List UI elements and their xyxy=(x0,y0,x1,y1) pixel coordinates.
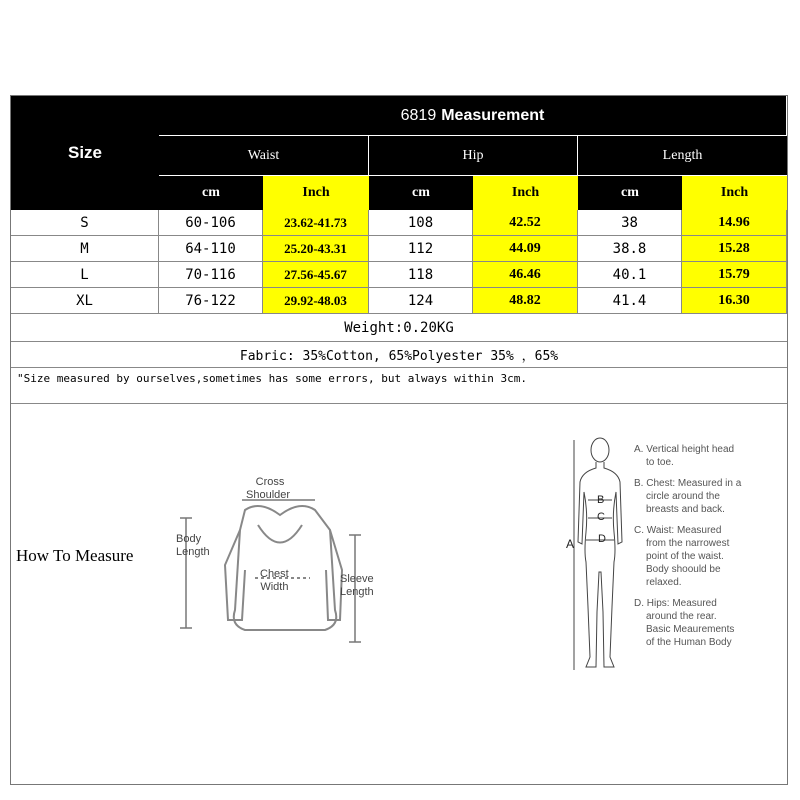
hip-cm-cell xyxy=(369,262,473,288)
hip-inch-value: 44.09 xyxy=(509,240,541,256)
length-cm-cell xyxy=(578,288,682,314)
hip-inch-cell xyxy=(473,288,578,314)
note-line: breasts and back. xyxy=(646,504,725,515)
body-label-d xyxy=(598,533,606,546)
hip-cm-cell xyxy=(369,288,473,314)
note-line: around the rear. xyxy=(646,611,717,622)
length-inch-cell xyxy=(682,288,787,314)
waist-inch-cell xyxy=(263,262,369,288)
size-value: S xyxy=(80,214,89,231)
waist-inch-value: 23.62-41.73 xyxy=(284,214,347,230)
note-line: to toe. xyxy=(646,457,674,468)
size-cell xyxy=(11,288,159,314)
weight-row xyxy=(11,314,787,342)
hip-cm-value: 108 xyxy=(407,214,434,231)
hip-cm-value: 118 xyxy=(407,266,434,283)
length-cm-cell xyxy=(578,210,682,236)
how-to-measure-label xyxy=(16,546,133,566)
unit-label: Inch xyxy=(302,185,330,200)
note-line: from the narrowest xyxy=(646,538,730,549)
marker-c: C xyxy=(597,511,605,523)
measurement-title: Measurement xyxy=(441,106,545,124)
note-line: circle around the xyxy=(646,491,720,502)
unit-length-inch xyxy=(682,176,787,210)
label-line: Cross xyxy=(255,476,285,488)
unit-label: Inch xyxy=(511,185,540,200)
label-line: Length xyxy=(340,586,374,598)
model-number: 6819 xyxy=(400,106,437,124)
chest-width-label xyxy=(260,568,289,594)
length-inch-cell xyxy=(682,236,787,262)
length-inch-cell xyxy=(682,262,787,288)
marker-d: D xyxy=(598,533,606,545)
note-line: D. Hips: Measured xyxy=(634,598,717,609)
label-line: Chest xyxy=(260,568,289,580)
length-inch-value: 15.79 xyxy=(718,266,750,282)
col-header-waist xyxy=(159,136,369,176)
size-cell xyxy=(11,236,159,262)
waist-inch-cell xyxy=(263,236,369,262)
note-line: C. Waist: Measured xyxy=(634,525,722,536)
hip-inch-value: 48.82 xyxy=(509,292,541,308)
garment-hood xyxy=(258,525,302,543)
waist-cm-value: 70-116 xyxy=(185,266,236,283)
unit-waist-cm xyxy=(159,176,263,210)
unit-hip-inch xyxy=(473,176,578,210)
hip-inch-cell xyxy=(473,210,578,236)
note-line: Body shoould be xyxy=(646,564,721,575)
hip-inch-value: 46.46 xyxy=(509,266,541,282)
waist-inch-value: 25.20-43.31 xyxy=(284,240,347,256)
marker-a: A xyxy=(566,537,575,551)
hip-cm-value: 112 xyxy=(407,240,434,257)
label-line: Length xyxy=(176,546,210,558)
unit-label: Inch xyxy=(720,185,749,200)
marker-b: B xyxy=(597,494,605,506)
note-line: point of the waist. xyxy=(646,551,724,562)
label-line: Shoulder xyxy=(246,489,291,501)
note-line: Basic Meaurements xyxy=(646,624,735,635)
sleeve-length-label xyxy=(340,573,374,599)
note-line: B. Chest: Measured in a xyxy=(634,478,742,489)
length-cm-value: 40.1 xyxy=(612,266,647,283)
length-cm-cell xyxy=(578,236,682,262)
size-header xyxy=(11,96,159,210)
body-torso xyxy=(578,462,622,667)
col-header-hip xyxy=(369,136,578,176)
body-label-a xyxy=(566,538,574,551)
how-to-measure-text: How To Measure xyxy=(16,546,134,565)
human-body-diagram xyxy=(560,432,640,682)
label-line: Sleeve xyxy=(340,573,374,585)
col-header-waist-label: Waist xyxy=(247,147,280,163)
unit-label: cm xyxy=(412,185,430,200)
waist-cm-cell xyxy=(159,262,263,288)
size-cell xyxy=(11,210,159,236)
waist-inch-cell xyxy=(263,210,369,236)
body-label-c xyxy=(597,511,605,524)
body-head xyxy=(591,438,609,462)
note-line: A. Vertical height head xyxy=(634,444,735,455)
length-cm-value: 38.8 xyxy=(612,240,647,257)
body-notes xyxy=(634,443,741,649)
unit-length-cm xyxy=(578,176,682,210)
length-inch-cell xyxy=(682,210,787,236)
unit-label: cm xyxy=(202,185,220,200)
fabric-text: Fabric: 35%Cotton, 65%Polyester 35% ，65% xyxy=(239,349,559,364)
hip-cm-cell xyxy=(369,236,473,262)
hip-inch-value: 42.52 xyxy=(509,214,541,230)
waist-inch-value: 29.92-48.03 xyxy=(284,292,347,308)
hip-cm-value: 124 xyxy=(407,292,434,309)
hip-inch-cell xyxy=(473,236,578,262)
length-inch-value: 16.30 xyxy=(718,292,750,308)
unit-hip-cm xyxy=(369,176,473,210)
size-value: M xyxy=(80,240,89,257)
size-value: XL xyxy=(76,292,93,309)
weight-text: Weight:0.20KG xyxy=(344,319,454,336)
cross-shoulder-label xyxy=(246,476,291,502)
unit-label: cm xyxy=(621,185,639,200)
body-length-label xyxy=(176,533,210,559)
col-header-hip-label: Hip xyxy=(462,147,484,163)
unit-waist-inch xyxy=(263,176,369,210)
fabric-row xyxy=(11,342,787,368)
waist-inch-value: 27.56-45.67 xyxy=(284,266,347,282)
waist-cm-cell xyxy=(159,210,263,236)
label-line: Width xyxy=(260,581,289,593)
waist-cm-value: 60-106 xyxy=(185,214,236,231)
label-line: Body xyxy=(176,533,202,545)
length-cm-cell xyxy=(578,262,682,288)
size-value: L xyxy=(80,266,89,283)
hip-inch-cell xyxy=(473,262,578,288)
waist-cm-cell xyxy=(159,288,263,314)
note-line: of the Human Body xyxy=(646,637,732,648)
length-inch-value: 15.28 xyxy=(718,240,750,256)
waist-cm-value: 76-122 xyxy=(185,292,236,309)
note-line: relaxed. xyxy=(646,577,682,588)
title-bar xyxy=(159,96,787,136)
length-inch-value: 14.96 xyxy=(718,214,750,230)
length-cm-value: 38 xyxy=(621,214,638,231)
length-cm-value: 41.4 xyxy=(612,292,647,309)
waist-inch-cell xyxy=(263,288,369,314)
waist-cm-cell xyxy=(159,236,263,262)
col-header-length-label: Length xyxy=(662,147,703,163)
note-text: "Size measured by ourselves,sometimes has some errors, but always within 3cm. xyxy=(17,372,527,385)
hip-cm-cell xyxy=(369,210,473,236)
size-cell xyxy=(11,262,159,288)
size-header-label: Size xyxy=(67,143,103,162)
note-row xyxy=(11,368,787,404)
waist-cm-value: 64-110 xyxy=(185,240,236,257)
col-header-length xyxy=(578,136,787,176)
body-label-b xyxy=(597,494,604,507)
